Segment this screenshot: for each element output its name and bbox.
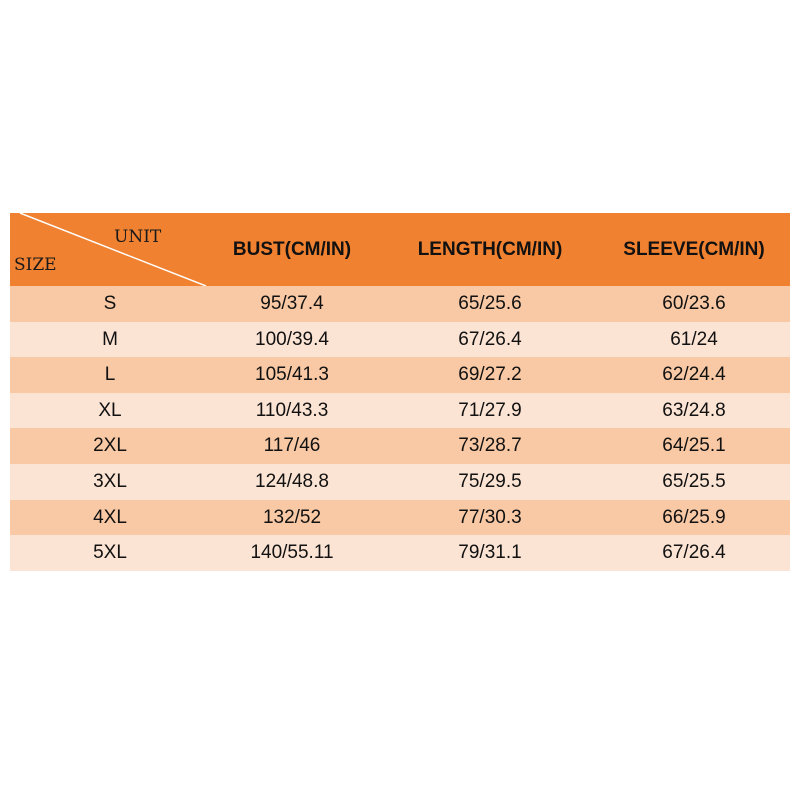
table-row xyxy=(10,500,790,536)
length-cell: 79/31.1 xyxy=(458,542,522,564)
size-cell: 2XL xyxy=(93,435,127,457)
bust-cell: 105/41.3 xyxy=(255,364,329,386)
bust-cell: 140/55.11 xyxy=(250,542,334,564)
table-header xyxy=(10,213,790,286)
corner-size-label: SIZE xyxy=(14,255,57,275)
bust-cell: 117/46 xyxy=(263,435,321,457)
sleeve-cell: 66/25.9 xyxy=(662,506,726,528)
table-row xyxy=(10,535,790,571)
header-length: LENGTH(CM/IN) xyxy=(417,239,563,260)
bust-cell: 132/52 xyxy=(262,506,322,528)
size-cell: S xyxy=(103,293,117,314)
sleeve-cell: 62/24.4 xyxy=(662,364,726,386)
length-cell: 77/30.3 xyxy=(458,506,522,528)
table-row xyxy=(10,393,790,429)
table-row xyxy=(10,464,790,500)
size-cell: 3XL xyxy=(93,470,127,492)
table-row xyxy=(10,428,790,464)
table-row xyxy=(10,357,790,393)
header-bust: BUST(CM/IN) xyxy=(232,239,352,260)
length-cell: 65/25.6 xyxy=(458,293,522,314)
length-cell: 75/29.5 xyxy=(458,470,522,492)
size-chart-table xyxy=(10,213,790,571)
length-cell: 67/26.4 xyxy=(458,328,522,350)
size-cell: M xyxy=(102,328,118,350)
table-row xyxy=(10,286,790,322)
sleeve-cell: 64/25.1 xyxy=(662,435,726,457)
header-sleeve: SLEEVE(CM/IN) xyxy=(623,239,765,260)
corner-unit-label: UNIT xyxy=(114,227,162,247)
sleeve-cell: 67/26.4 xyxy=(662,542,726,564)
sleeve-cell: 61/24 xyxy=(670,328,718,350)
sleeve-cell: 65/25.5 xyxy=(662,470,726,492)
size-cell: XL xyxy=(98,399,122,421)
size-cell: 4XL xyxy=(93,506,127,528)
corner-cell xyxy=(10,213,210,286)
bust-cell: 124/48.8 xyxy=(255,470,329,492)
length-cell: 73/28.7 xyxy=(458,435,522,457)
sleeve-cell: 63/24.8 xyxy=(662,399,726,421)
size-cell: L xyxy=(104,364,116,386)
bust-cell: 110/43.3 xyxy=(255,399,329,421)
table-body xyxy=(10,286,790,571)
bust-cell: 100/39.4 xyxy=(255,328,329,350)
table-row xyxy=(10,322,790,358)
size-cell: 5XL xyxy=(93,542,127,564)
length-cell: 71/27.9 xyxy=(458,399,522,421)
sleeve-cell: 60/23.6 xyxy=(662,293,726,314)
bust-cell: 95/37.4 xyxy=(260,293,324,314)
diagonal-divider xyxy=(10,213,210,286)
length-cell: 69/27.2 xyxy=(458,364,522,386)
